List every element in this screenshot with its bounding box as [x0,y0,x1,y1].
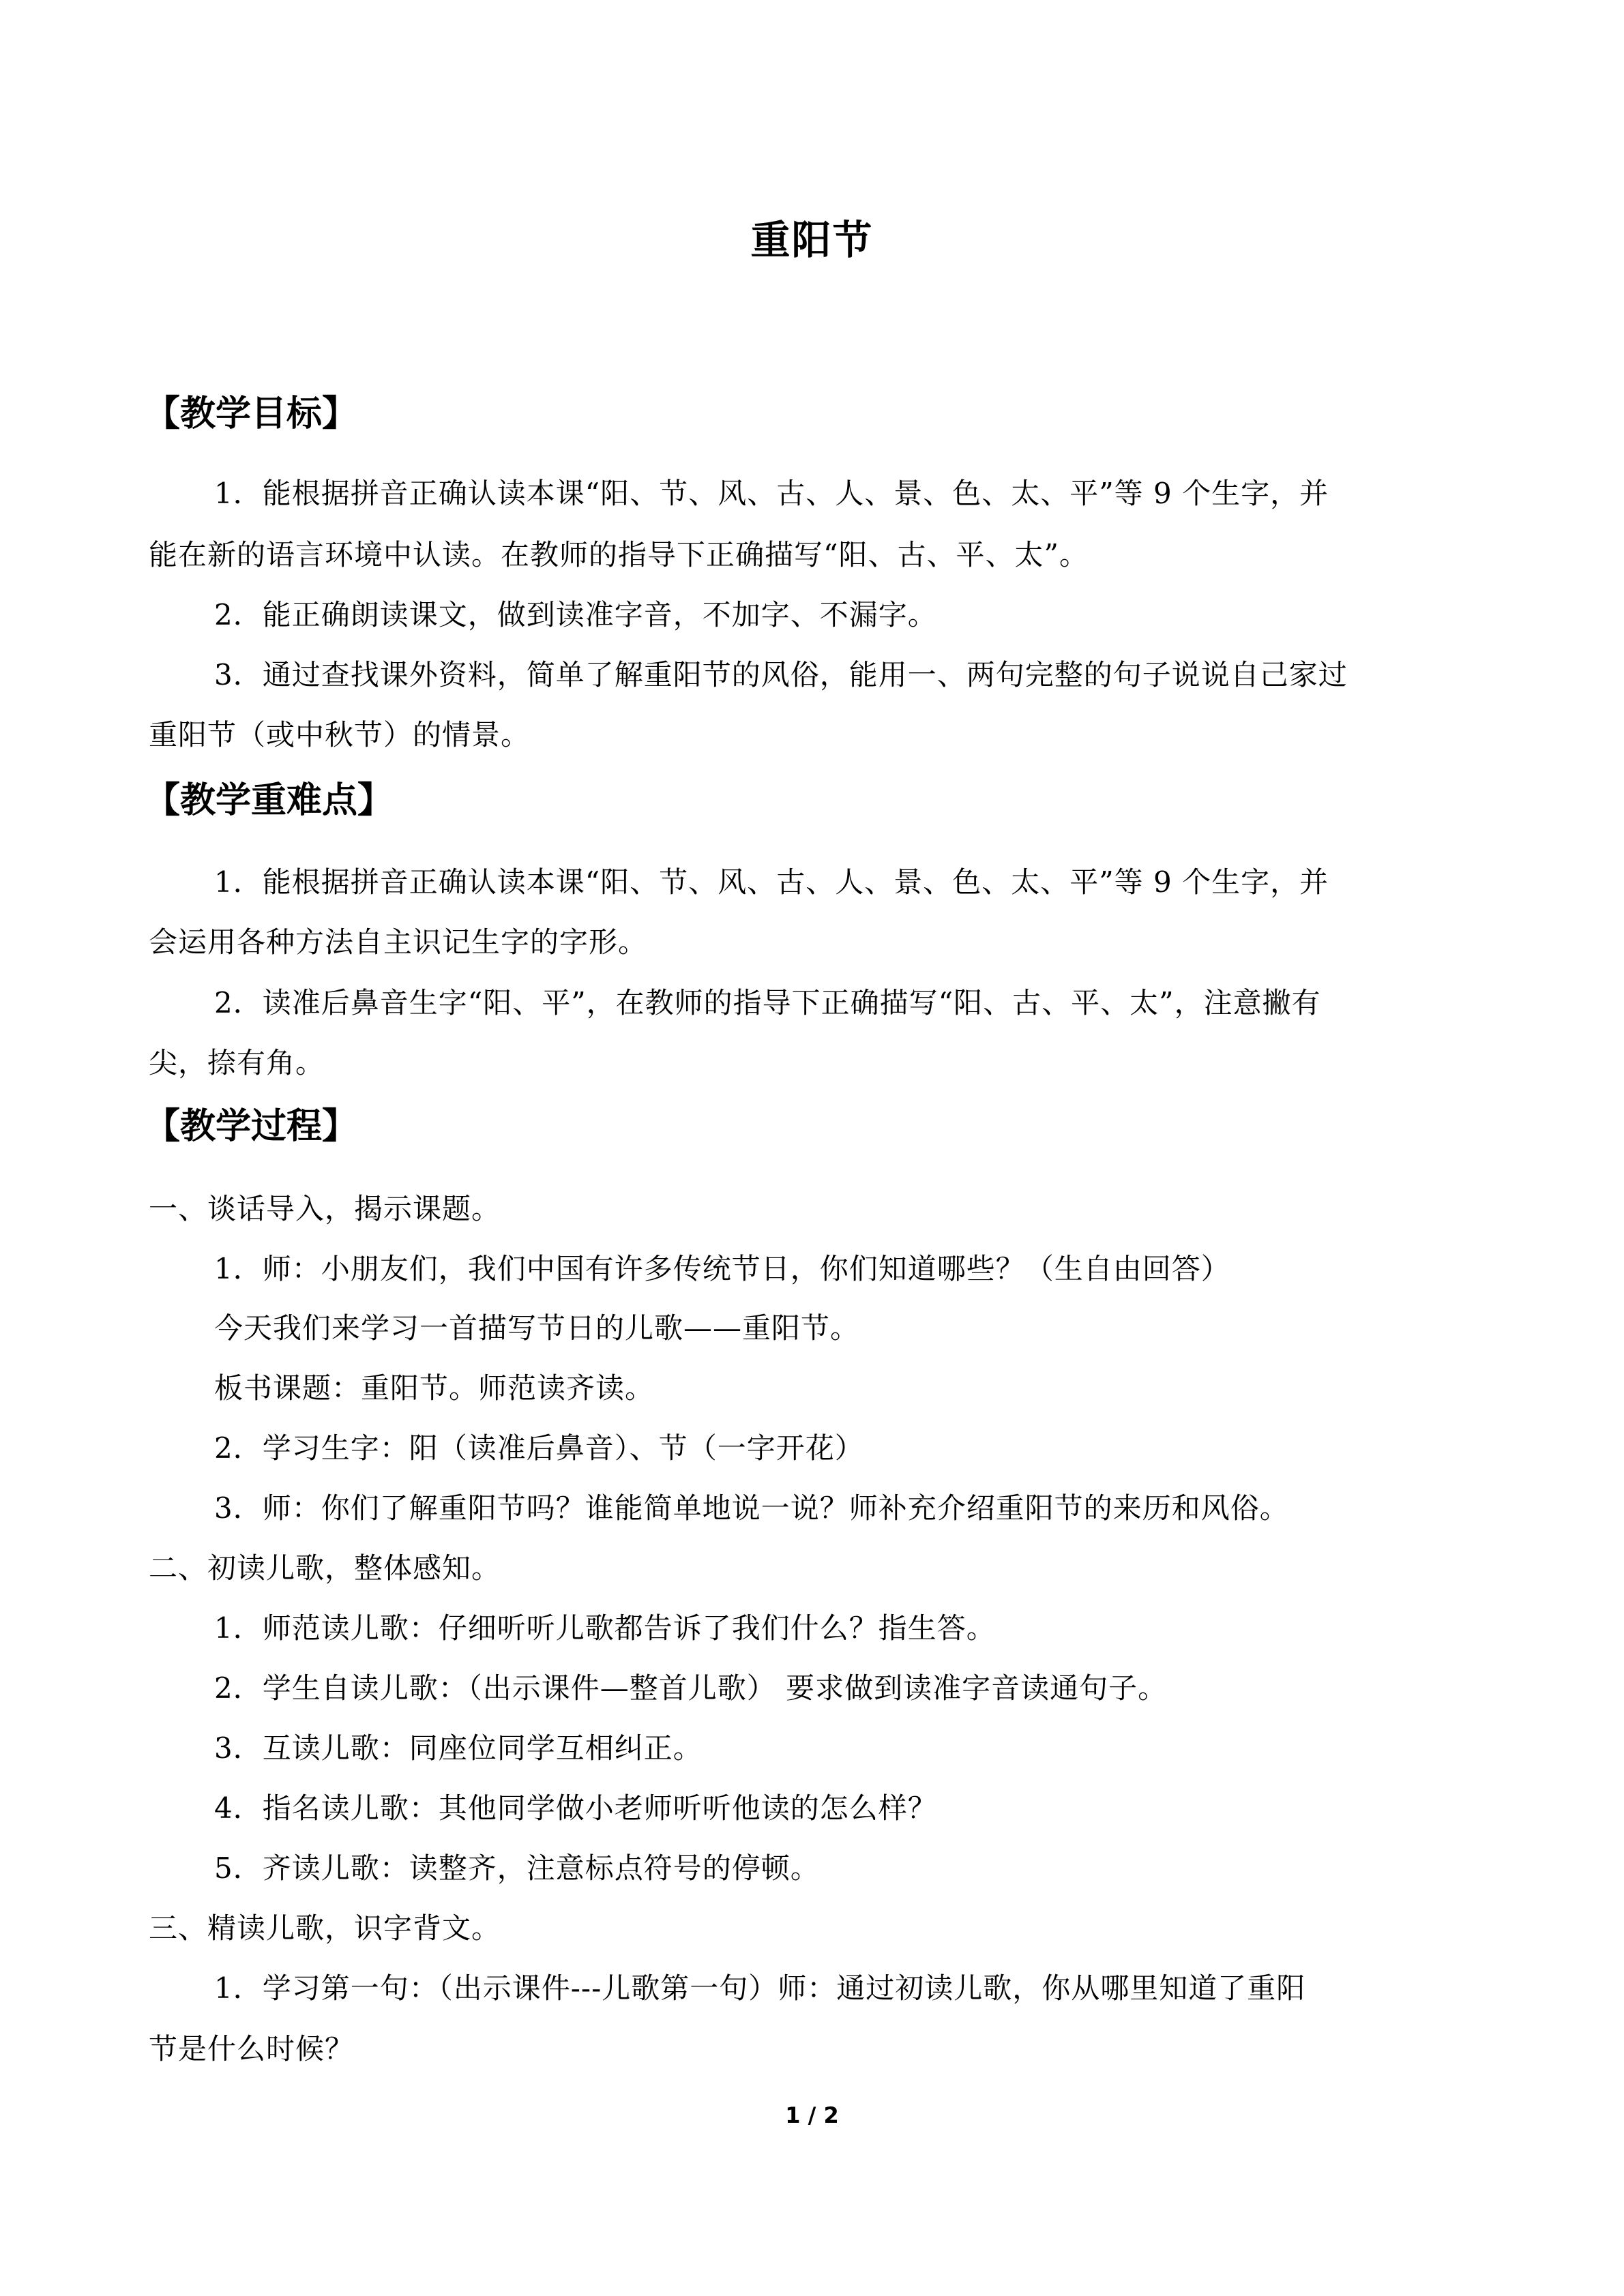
paragraph-line: 1．能根据拼音正确认读本课“阳、节、风、古、人、景、色、太、平”等 9 个生字，并 [214,477,1329,510]
section-heading-process: 【教学过程】 [145,1106,358,1147]
page-number: 1 / 2 [785,2102,839,2128]
paragraph-line: 3．通过查找课外资料，简单了解重阳节的风俗，能用一、两句完整的句子说说自己家过 [214,658,1348,691]
paragraph-line: 2．学生自读儿歌：（出示课件—整首儿歌） 要求做到读准字音读通句子。 [214,1671,1168,1705]
document-title: 重阳节 [750,217,874,263]
paragraph-line: 4．指名读儿歌：其他同学做小老师听听他读的怎么样？ [214,1791,937,1825]
paragraph-line: 会运用各种方法自主识记生字的字形。 [149,925,648,959]
paragraph-line: 尖，捺有角。 [149,1046,325,1079]
paragraph-line: 一、谈话导入，揭示课题。 [149,1192,501,1225]
paragraph-line: 1．学习第一句：（出示课件---儿歌第一句）师：通过初读儿歌，你从哪里知道了重阳 [214,1971,1306,2005]
paragraph-line: 重阳节（或中秋节）的情景。 [149,718,531,751]
paragraph-line: 1．师：小朋友们，我们中国有许多传统节日，你们知道哪些？（生自由回答） [214,1252,1230,1285]
paragraph-line: 2．学习生字：阳（读准后鼻音）、节（一字开花） [214,1431,864,1465]
paragraph-line: 2．能正确朗读课文，做到读准字音，不加字、不漏字。 [214,598,937,631]
paragraph-line: 5．齐读儿歌：读整齐，注意标点符号的停顿。 [214,1851,820,1885]
paragraph-line: 三、精读儿歌，识字背文。 [149,1911,501,1945]
paragraph-line: 二、初读儿歌，整体感知。 [149,1551,501,1585]
paragraph-line: 节是什么时候？ [149,2032,355,2066]
paragraph-line: 今天我们来学习一首描写节日的儿歌——重阳节。 [214,1311,860,1345]
paragraph-line: 1．能根据拼音正确认读本课“阳、节、风、古、人、景、色、太、平”等 9 个生字，并 [214,865,1329,899]
section-heading-key-points: 【教学重难点】 [145,780,394,821]
paragraph-line: 2．读准后鼻音生字“阳、平”，在教师的指导下正确描写“阳、古、平、太”，注意撇有 [214,986,1321,1019]
paragraph-line: 能在新的语言环境中认读。在教师的指导下正确描写“阳、古、平、太”。 [149,538,1089,571]
paragraph-line: 3．师：你们了解重阳节吗？谁能简单地说一说？师补充介绍重阳节的来历和风俗。 [214,1491,1289,1525]
paragraph-line: 板书课题：重阳节。师范读齐读。 [214,1371,655,1405]
section-heading-objectives: 【教学目标】 [145,393,358,434]
paragraph-line: 1．师范读儿歌：仔细听听儿歌都告诉了我们什么？指生答。 [214,1611,996,1645]
paragraph-line: 3．互读儿歌：同座位同学互相纠正。 [214,1731,703,1765]
